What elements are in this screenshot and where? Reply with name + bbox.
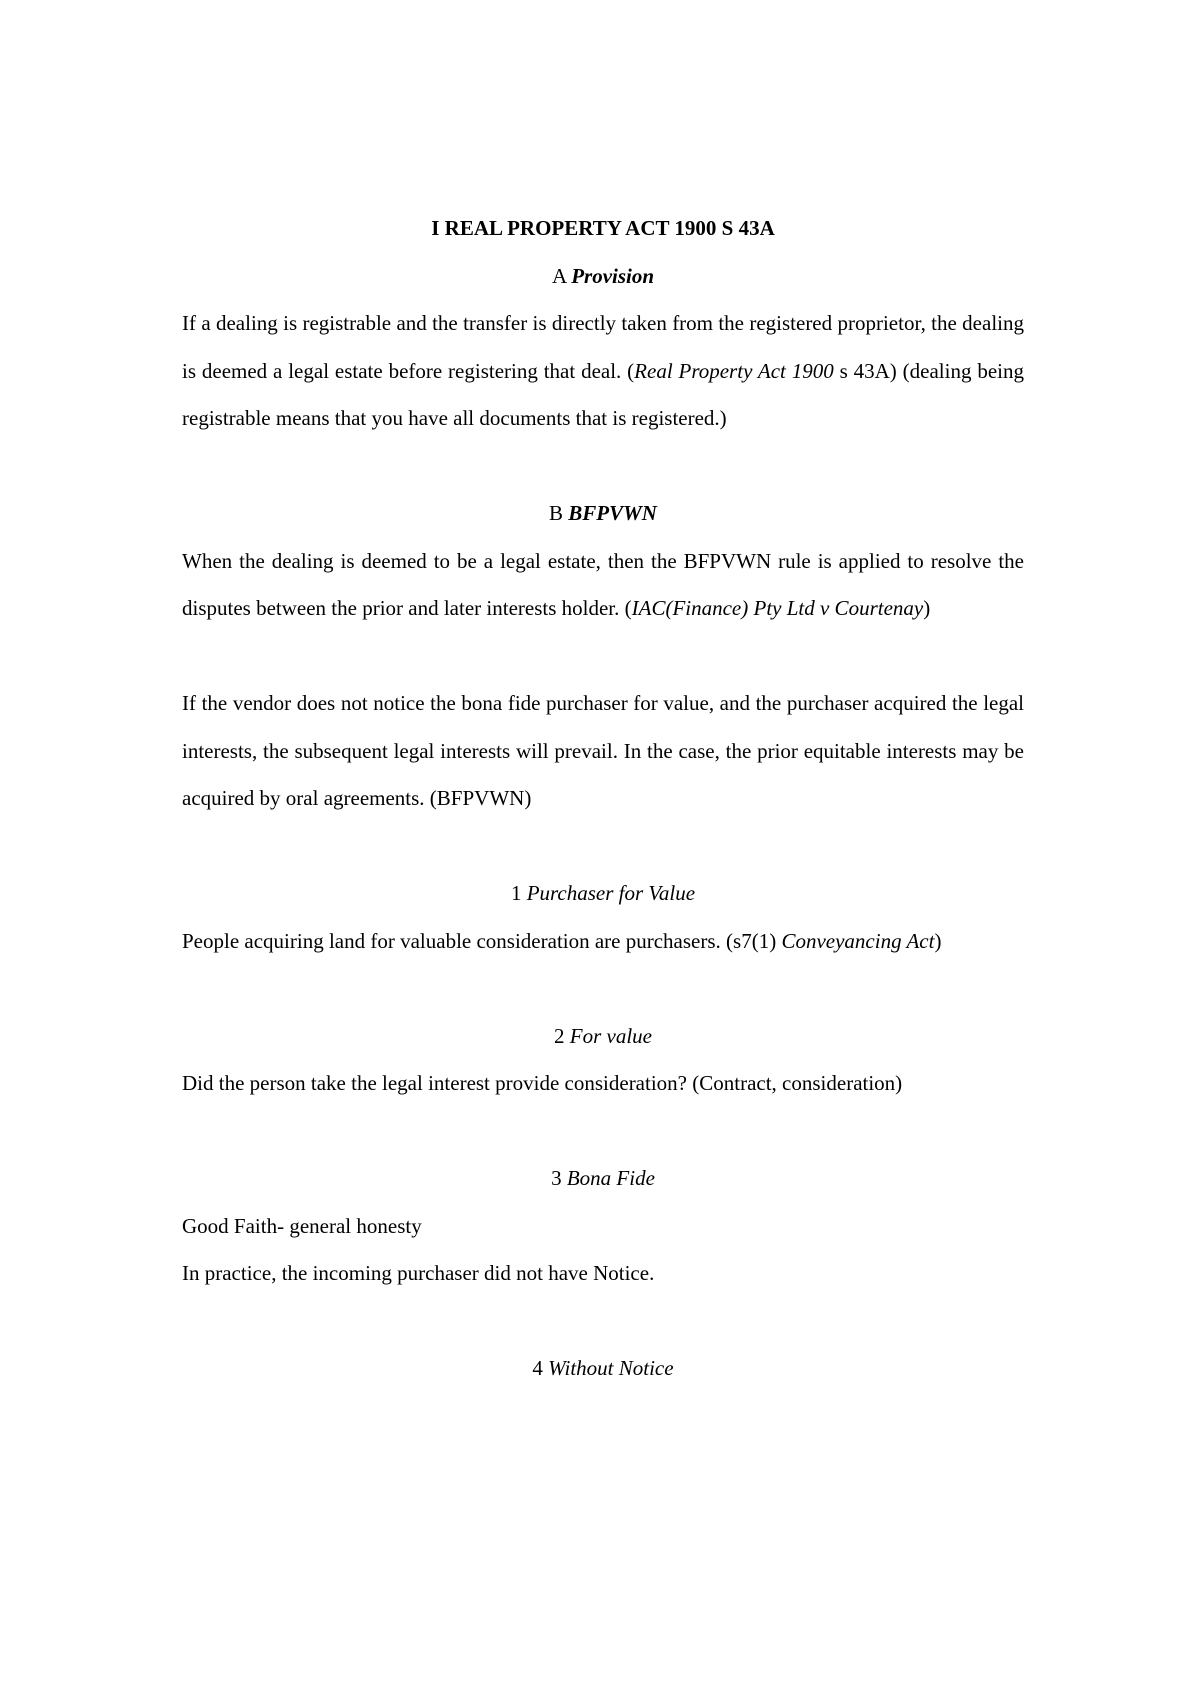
section-a-text-2: s 43A) (dealing being registrable means that you have all documents that is registered.) xyxy=(182,358,1024,430)
spacer xyxy=(182,965,1024,1013)
sub-4-number: 4 xyxy=(532,1356,543,1380)
spacer xyxy=(182,823,1024,871)
sub-1-citation: Conveyancing Act xyxy=(781,928,935,953)
document-page xyxy=(182,205,1024,1393)
section-b-heading xyxy=(182,490,1024,538)
document-title: I REAL PROPERTY ACT 1900 S 43A xyxy=(431,216,775,240)
sub-3-line-2: In practice, the incoming purchaser did not have Notice. xyxy=(182,1261,655,1285)
sub-1-number: 1 xyxy=(510,881,522,905)
section-a-number: A xyxy=(551,263,566,288)
section-b-paragraph-2: If the vendor does not notice the bona fide purchaser for value, and the purchaser acquired the legal interests, the subsequent legal interests will prevail. In the case, the prior equitable interests may be acquired by oral agreements. (BFPVWN) xyxy=(182,691,1024,810)
spacer xyxy=(182,633,1024,681)
section-b-title: BFPVWN xyxy=(568,501,657,525)
sub-1-paragraph xyxy=(182,918,1024,966)
section-a-citation: Real Property Act 1900 xyxy=(634,358,834,383)
spacer xyxy=(182,1108,1024,1156)
sub-3-heading xyxy=(182,1155,1024,1203)
sub-1-title: Purchaser for Value xyxy=(526,881,696,905)
sub-2-title: For value xyxy=(569,1023,652,1048)
section-a-title: Provision xyxy=(571,263,655,288)
section-b-number: B xyxy=(549,501,564,525)
sub-2-number: 2 xyxy=(554,1023,565,1048)
section-a-text-1: If a dealing is registrable and the transfer is directly taken from the registered proprietor, the dealing is deemed a legal estate before registering that deal. ( xyxy=(182,311,1024,383)
spacer xyxy=(182,1298,1024,1346)
sub-4-heading xyxy=(182,1345,1024,1393)
section-b-citation: IAC(Finance) Pty Ltd v Courtenay xyxy=(631,596,924,620)
section-b-paragraph-1 xyxy=(182,538,1024,633)
section-a-paragraph xyxy=(182,300,1024,443)
sub-4-title: Without Notice xyxy=(548,1356,674,1380)
sub-1-text-1: People acquiring land for valuable consideration are purchasers. (s7(1) xyxy=(182,928,782,953)
sub-2-paragraph: Did the person take the legal interest provide consideration? (Contract, consideration) xyxy=(182,1071,903,1095)
section-b-text-2: ) xyxy=(923,596,931,620)
section-a-heading xyxy=(182,253,1024,301)
section-b-text-1: When the dealing is deemed to be a legal estate, then the BFPVWN rule is applied to resolve the disputes between the prior and later interests holder. ( xyxy=(182,548,1024,620)
sub-3-line-1: Good Faith- general honesty xyxy=(182,1213,422,1238)
sub-2-heading xyxy=(182,1013,1024,1061)
sub-3-number: 3 xyxy=(551,1166,562,1190)
sub-1-heading xyxy=(182,870,1024,918)
spacer xyxy=(182,443,1024,491)
sub-3-title: Bona Fide xyxy=(566,1166,655,1190)
sub-1-text-2: ) xyxy=(934,928,942,953)
